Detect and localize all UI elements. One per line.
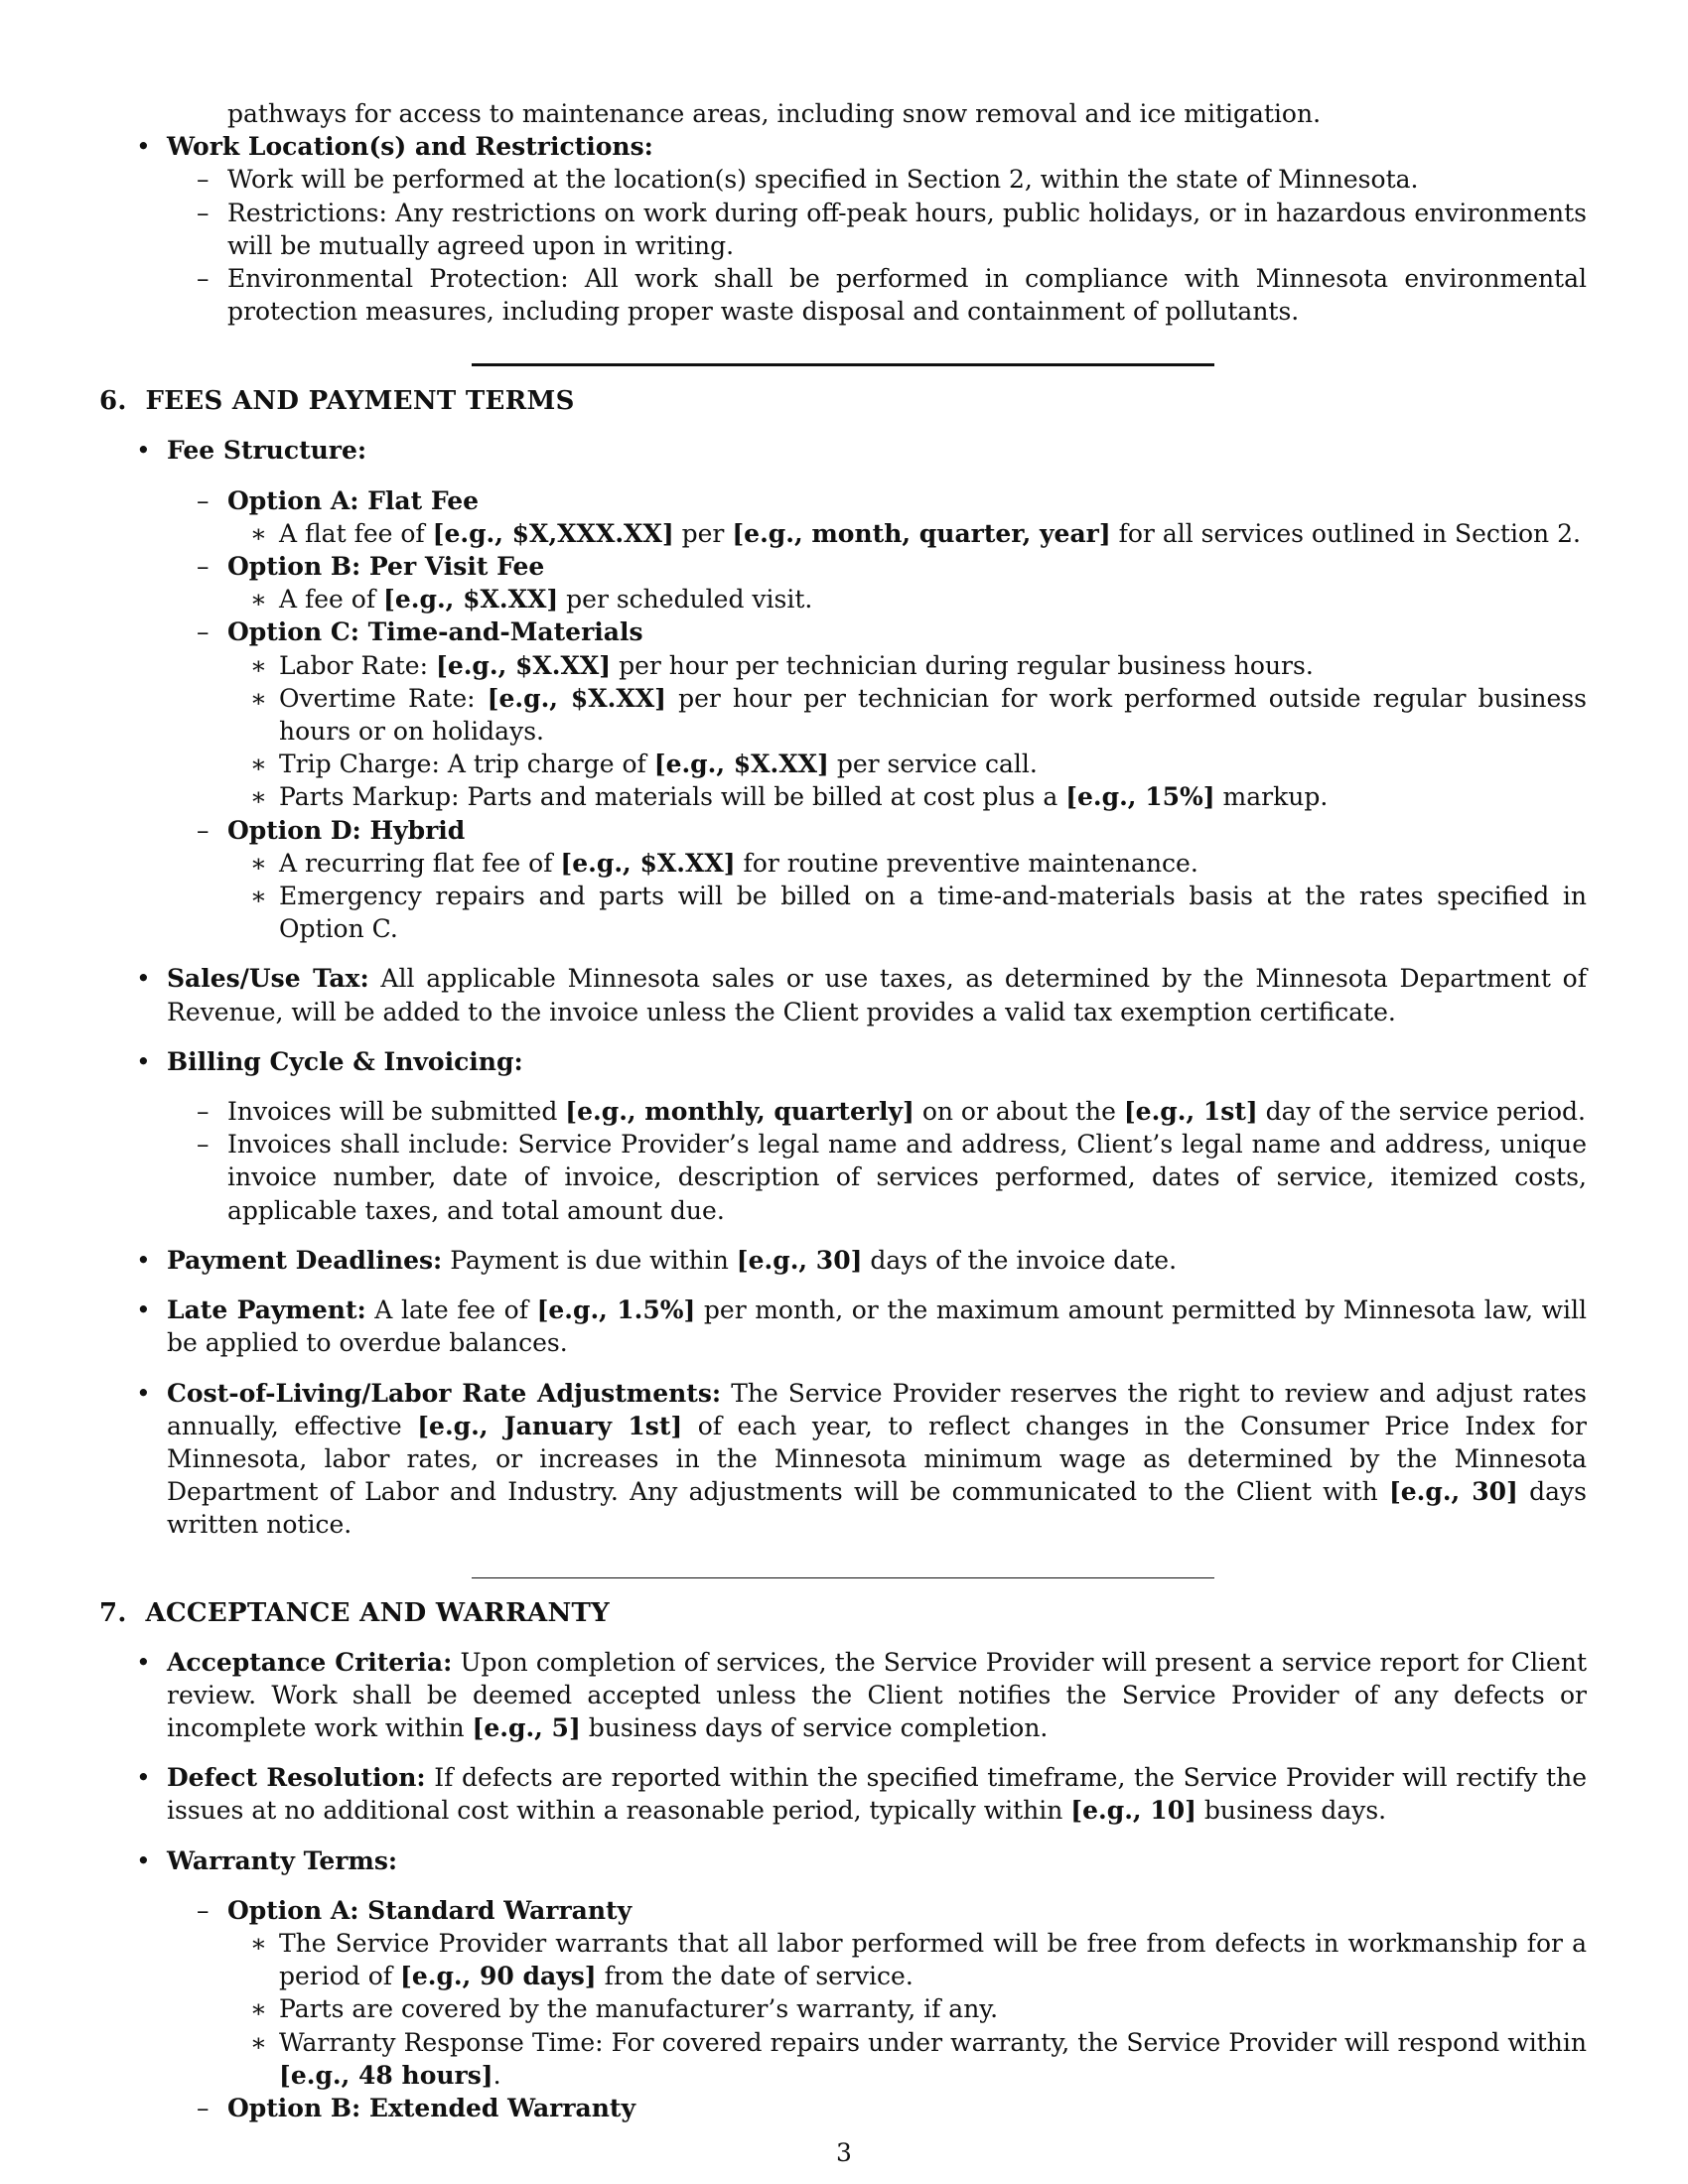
list-item: ∗ The Service Provider warrants that all labor performed will be free from defects in workmanship for a period of [e.g., 90 days] from the date of service. xyxy=(227,1927,1587,1992)
work-location-list xyxy=(99,130,1587,328)
page-number: 3 xyxy=(836,2138,852,2167)
late-payment-item: • Late Payment: A late fee of [e.g., 1.5%] per month, or the maximum amount permitted by Minnesota law, will be applied to overdue balances. xyxy=(99,1294,1587,1359)
list-item: ∗ A fee of [e.g., $X.XX] per scheduled visit. xyxy=(227,583,1587,615)
list-item: ∗ Emergency repairs and parts will be billed on a time-and-materials basis at the rates specified in Option C. xyxy=(227,880,1587,945)
section-7-title: 7. ACCEPTANCE AND WARRANTY xyxy=(99,1597,611,1628)
list-item xyxy=(99,130,1587,328)
list-item: ∗ Trip Charge: A trip charge of [e.g., $X.XX] per service call. xyxy=(227,748,1587,780)
cost-of-living-item: • Cost-of-Living/Labor Rate Adjustments: The Service Provider reserves the right to review and adjust rates annually, effective [e.g., January 1st] of each year, to reflect changes in the Consumer Price Index for Minnesota, labor rates, or increases in the Minnesota minimum wage as determined by the Minnesota Department of Labor and Industry. Any adjustments will be communicated to the Client with [e.g., 30] days written notice. xyxy=(99,1377,1587,1542)
fee-structure-heading: Fee Structure: xyxy=(167,436,367,466)
list-item: ∗ Parts are covered by the manufacturer’s warranty, if any. xyxy=(227,1992,1587,2025)
document-page xyxy=(99,97,1587,2124)
payment-deadlines-item: • Payment Deadlines: Payment is due within [e.g., 30] days of the invoice date. xyxy=(99,1244,1587,1277)
defect-item: • Defect Resolution: If defects are reported within the specified timeframe, the Service Provider will rectify the issues at no additional cost within a reasonable period, typically within [e.g., 10] business days. xyxy=(99,1761,1587,1827)
list-item: ∗ Parts Markup: Parts and materials will be billed at cost plus a [e.g., 15%] markup. xyxy=(227,780,1587,813)
list-item: – Work will be performed at the location(s) specified in Section 2, within the state of Minnesota. xyxy=(167,163,1587,196)
list-item: ∗ A recurring flat fee of [e.g., $X.XX] for routine preventive maintenance. xyxy=(227,847,1587,880)
section-divider xyxy=(472,363,1214,366)
list-item xyxy=(99,434,1587,945)
option-c-time-materials: – Option C: Time-and-Materials ∗ Labor Rate: [e.g., $X.XX] per hour per technician during regular business hours. ∗ Overtime Rate: [e.g., $X.XX] per hour per technician for work performed outside regular business hours or on holidays. ∗ Trip Charge: A trip charge of [e.g., $X.XX] per service call. ∗ Parts Markup: Parts and materials will be billed at cost plus a [e.g., 15%] markup. xyxy=(167,615,1587,813)
option-d-hybrid: – Option D: Hybrid ∗ A recurring flat fee of [e.g., $X.XX] for routine preventive maintenance. ∗ Emergency repairs and parts will be billed on a time-and-materials basis at the rates specified in Option C. xyxy=(167,814,1587,946)
acceptance-item: • Acceptance Criteria: Upon completion of services, the Service Provider will present a service report for Client review. Work shall be deemed accepted unless the Client notifies the Service Provider of any defects or incomplete work within [e.g., 5] business days of service completion. xyxy=(99,1646,1587,1745)
list-item: – Environmental Protection: All work shall be performed in compliance with Minnesota environmental protection measures, including proper waste disposal and containment of pollutants. xyxy=(167,262,1587,328)
option-b-extended-warranty: – Option B: Extended Warranty xyxy=(167,2092,1587,2124)
billing-item: • Billing Cycle & Invoicing: – Invoices will be submitted [e.g., monthly, quarterly] on or about the [e.g., 1st] day of the service period. – Invoices shall include: Service Provider’s legal name and address, Client’s legal name and address, unique invoice number, date of invoice, description of services performed, dates of service, itemized costs, applicable taxes, and total amount due. xyxy=(99,1045,1587,1227)
carryover-text: pathways for access to maintenance areas, including snow removal and ice mitigation. xyxy=(227,99,1322,128)
list-item: ∗ Overtime Rate: [e.g., $X.XX] per hour per technician for work performed outside regular business hours or on holidays. xyxy=(227,682,1587,748)
list-item: – Restrictions: Any restrictions on work during off-peak hours, public holidays, or in hazardous environments will be mutually agreed upon in writing. xyxy=(167,197,1587,262)
warranty-item: • Warranty Terms: – Option A: Standard Warranty ∗ The Service Provider warrants that all labor performed will be free from defects in workmanship for a period of [e.g., 90 days] from the date of service. ∗ Parts are covered by the manufacturer’s warranty, if any. ∗ Warranty Response Time: For covered repairs under warranty, the Service Provider will respond within [e.g., 48 hours]. – Option B: Extended Warranty xyxy=(99,1844,1587,2125)
section-7-list xyxy=(99,1646,1587,2125)
option-b-per-visit: – Option B: Per Visit Fee ∗ A fee of [e.g., $X.XX] per scheduled visit. xyxy=(167,550,1587,615)
list-item: – Invoices will be submitted [e.g., monthly, quarterly] on or about the [e.g., 1st] day of the service period. xyxy=(167,1095,1587,1128)
section-divider xyxy=(472,1577,1214,1578)
list-item: – Invoices shall include: Service Provider’s legal name and address, Client’s legal name and address, unique invoice number, date of invoice, description of services performed, dates of service, itemized costs, applicable taxes, and total amount due. xyxy=(167,1128,1587,1227)
list-item: ∗ Labor Rate: [e.g., $X.XX] per hour per technician during regular business hours. xyxy=(227,649,1587,682)
list-item: ∗ Warranty Response Time: For covered repairs under warranty, the Service Provider will respond within [e.g., 48 hours]. xyxy=(227,2026,1587,2092)
option-a-standard-warranty: – Option A: Standard Warranty ∗ The Service Provider warrants that all labor performed will be free from defects in workmanship for a period of [e.g., 90 days] from the date of service. ∗ Parts are covered by the manufacturer’s warranty, if any. ∗ Warranty Response Time: For covered repairs under warranty, the Service Provider will respond within [e.g., 48 hours]. xyxy=(167,1894,1587,2092)
sales-tax-item: • Sales/Use Tax: All applicable Minnesota sales or use taxes, as determined by the Minnesota Department of Revenue, will be added to the invoice unless the Client provides a valid tax exemption certificate. xyxy=(99,962,1587,1027)
work-location-heading: Work Location(s) and Restrictions: xyxy=(167,132,653,162)
section-6-title: 6. FEES AND PAYMENT TERMS xyxy=(99,386,575,417)
list-item: ∗ A flat fee of [e.g., $X,XXX.XX] per [e.g., month, quarter, year] for all services outlined in Section 2. xyxy=(227,517,1587,550)
section-6-list xyxy=(99,434,1587,1541)
option-a-flat-fee: – Option A: Flat Fee ∗ A flat fee of [e.g., $X,XXX.XX] per [e.g., month, quarter, year] for all services outlined in Section 2. xyxy=(167,484,1587,550)
